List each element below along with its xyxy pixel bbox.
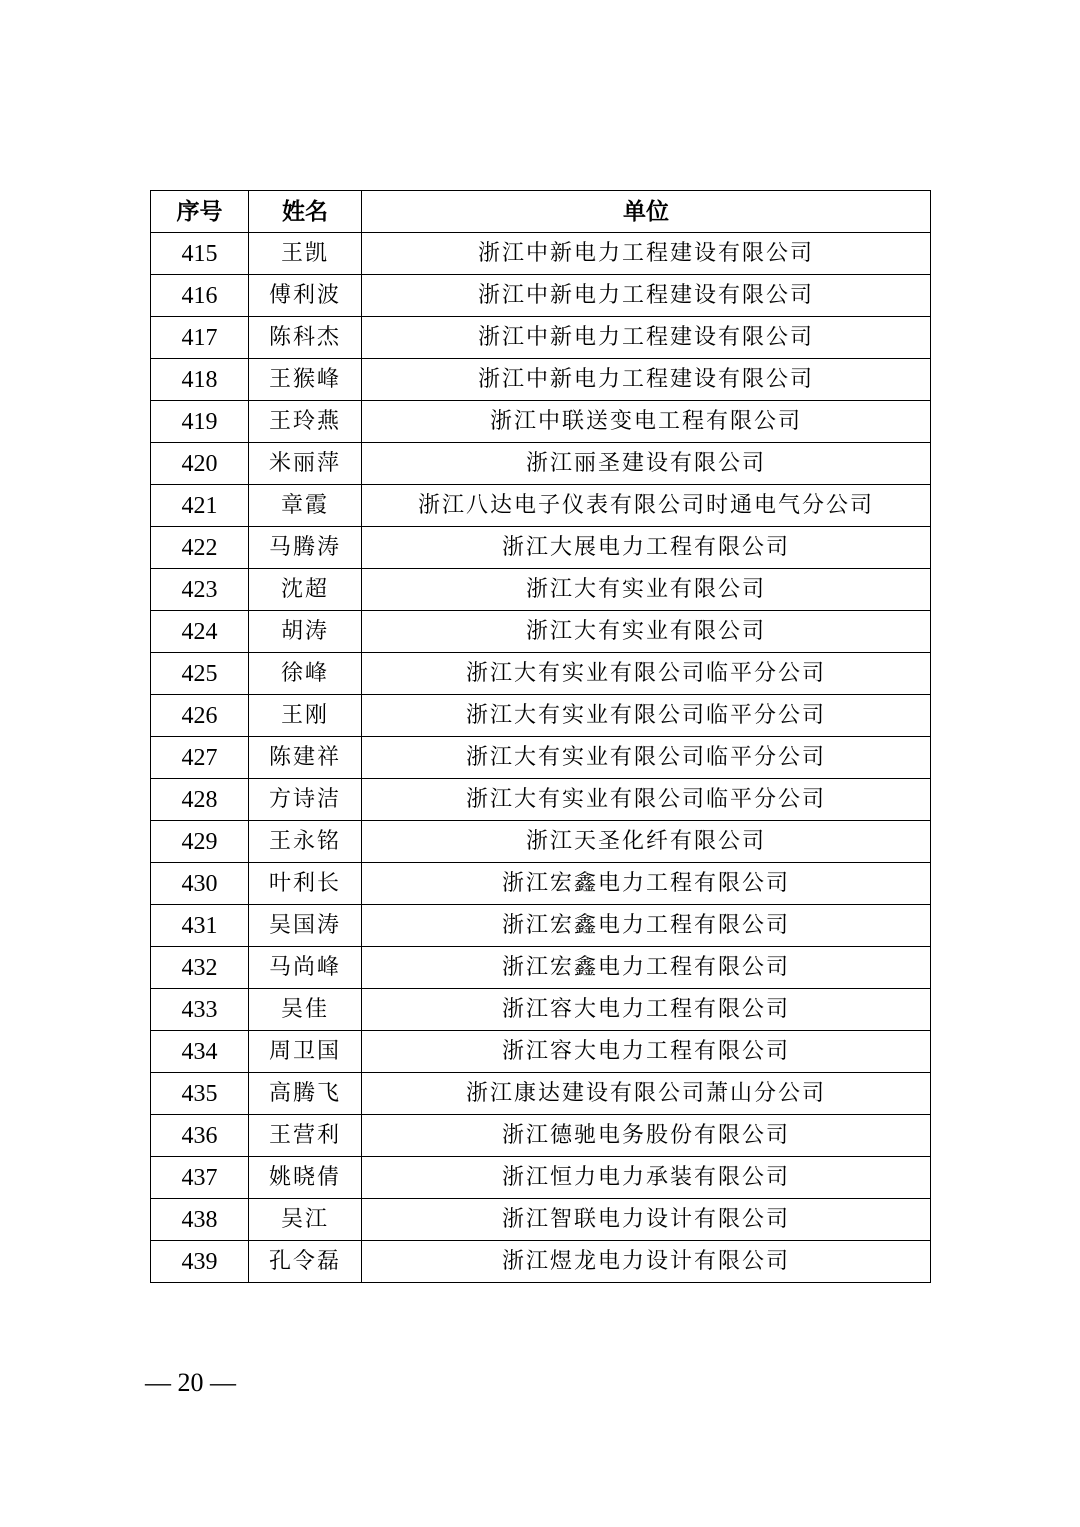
table-row — [151, 695, 931, 737]
table-row — [151, 821, 931, 863]
name-cell: 王永铭 — [249, 821, 362, 863]
row-number-cell: 438 — [151, 1199, 249, 1241]
table-row — [151, 863, 931, 905]
row-number-cell: 432 — [151, 947, 249, 989]
row-number-cell: 426 — [151, 695, 249, 737]
name-cell: 王猴峰 — [249, 359, 362, 401]
table-row — [151, 611, 931, 653]
table-row — [151, 989, 931, 1031]
row-number-cell: 434 — [151, 1031, 249, 1073]
unit-cell: 浙江容大电力工程有限公司 — [362, 989, 931, 1031]
row-number-cell: 419 — [151, 401, 249, 443]
header-no: 序号 — [151, 191, 249, 233]
name-cell: 马腾涛 — [249, 527, 362, 569]
table-row — [151, 569, 931, 611]
unit-cell: 浙江宏鑫电力工程有限公司 — [362, 863, 931, 905]
header-row — [151, 191, 931, 233]
row-number-cell: 430 — [151, 863, 249, 905]
name-cell: 高腾飞 — [249, 1073, 362, 1115]
row-number-cell: 422 — [151, 527, 249, 569]
unit-cell: 浙江大有实业有限公司临平分公司 — [362, 779, 931, 821]
name-cell: 胡涛 — [249, 611, 362, 653]
name-cell: 方诗洁 — [249, 779, 362, 821]
name-cell: 马尚峰 — [249, 947, 362, 989]
unit-cell: 浙江宏鑫电力工程有限公司 — [362, 947, 931, 989]
unit-cell: 浙江宏鑫电力工程有限公司 — [362, 905, 931, 947]
table-row — [151, 737, 931, 779]
name-cell: 王玲燕 — [249, 401, 362, 443]
name-cell: 沈超 — [249, 569, 362, 611]
row-number-cell: 416 — [151, 275, 249, 317]
roster-table — [150, 190, 931, 1283]
name-cell: 陈建祥 — [249, 737, 362, 779]
row-number-cell: 425 — [151, 653, 249, 695]
unit-cell: 浙江大有实业有限公司临平分公司 — [362, 653, 931, 695]
table-row — [151, 1031, 931, 1073]
unit-cell: 浙江大有实业有限公司 — [362, 611, 931, 653]
table-row — [151, 1241, 931, 1283]
table-row — [151, 779, 931, 821]
unit-cell: 浙江大展电力工程有限公司 — [362, 527, 931, 569]
table-header — [151, 191, 931, 233]
table-row — [151, 1115, 931, 1157]
row-number-cell: 418 — [151, 359, 249, 401]
unit-cell: 浙江大有实业有限公司临平分公司 — [362, 737, 931, 779]
name-cell: 陈科杰 — [249, 317, 362, 359]
row-number-cell: 420 — [151, 443, 249, 485]
header-name: 姓名 — [249, 191, 362, 233]
row-number-cell: 429 — [151, 821, 249, 863]
row-number-cell: 423 — [151, 569, 249, 611]
row-number-cell: 417 — [151, 317, 249, 359]
name-cell: 姚晓倩 — [249, 1157, 362, 1199]
row-number-cell: 437 — [151, 1157, 249, 1199]
table-row — [151, 905, 931, 947]
name-cell: 叶利长 — [249, 863, 362, 905]
row-number-cell: 427 — [151, 737, 249, 779]
row-number-cell: 436 — [151, 1115, 249, 1157]
table-row — [151, 947, 931, 989]
row-number-cell: 421 — [151, 485, 249, 527]
row-number-cell: 415 — [151, 233, 249, 275]
row-number-cell: 435 — [151, 1073, 249, 1115]
name-cell: 王刚 — [249, 695, 362, 737]
table-row — [151, 359, 931, 401]
name-cell: 章霞 — [249, 485, 362, 527]
unit-cell: 浙江大有实业有限公司临平分公司 — [362, 695, 931, 737]
name-cell: 吴国涛 — [249, 905, 362, 947]
row-number-cell: 428 — [151, 779, 249, 821]
name-cell: 王凯 — [249, 233, 362, 275]
table-row — [151, 233, 931, 275]
row-number-cell: 431 — [151, 905, 249, 947]
table-row — [151, 443, 931, 485]
name-cell: 吴佳 — [249, 989, 362, 1031]
unit-cell: 浙江中新电力工程建设有限公司 — [362, 233, 931, 275]
unit-cell: 浙江中新电力工程建设有限公司 — [362, 317, 931, 359]
row-number-cell: 433 — [151, 989, 249, 1031]
table-row — [151, 653, 931, 695]
table-row — [151, 1199, 931, 1241]
name-cell: 米丽萍 — [249, 443, 362, 485]
name-cell: 吴江 — [249, 1199, 362, 1241]
table-row — [151, 1157, 931, 1199]
name-cell: 傅利波 — [249, 275, 362, 317]
row-number-cell: 424 — [151, 611, 249, 653]
unit-cell: 浙江大有实业有限公司 — [362, 569, 931, 611]
row-number-cell: 439 — [151, 1241, 249, 1283]
name-cell: 王营利 — [249, 1115, 362, 1157]
name-cell: 徐峰 — [249, 653, 362, 695]
table-row — [151, 275, 931, 317]
table-row — [151, 527, 931, 569]
unit-cell: 浙江中新电力工程建设有限公司 — [362, 275, 931, 317]
unit-cell: 浙江康达建设有限公司萧山分公司 — [362, 1073, 931, 1115]
table-row — [151, 485, 931, 527]
unit-cell: 浙江恒力电力承装有限公司 — [362, 1157, 931, 1199]
table-body — [151, 233, 931, 1283]
name-cell: 周卫国 — [249, 1031, 362, 1073]
unit-cell: 浙江容大电力工程有限公司 — [362, 1031, 931, 1073]
table-row — [151, 317, 931, 359]
unit-cell: 浙江煜龙电力设计有限公司 — [362, 1241, 931, 1283]
header-unit: 单位 — [362, 191, 931, 233]
unit-cell: 浙江中联送变电工程有限公司 — [362, 401, 931, 443]
unit-cell: 浙江丽圣建设有限公司 — [362, 443, 931, 485]
name-cell: 孔令磊 — [249, 1241, 362, 1283]
unit-cell: 浙江八达电子仪表有限公司时通电气分公司 — [362, 485, 931, 527]
unit-cell: 浙江智联电力设计有限公司 — [362, 1199, 931, 1241]
table-row — [151, 1073, 931, 1115]
unit-cell: 浙江中新电力工程建设有限公司 — [362, 359, 931, 401]
table-row — [151, 401, 931, 443]
unit-cell: 浙江天圣化纤有限公司 — [362, 821, 931, 863]
page-number: — 20 — — [145, 1368, 236, 1397]
unit-cell: 浙江德驰电务股份有限公司 — [362, 1115, 931, 1157]
